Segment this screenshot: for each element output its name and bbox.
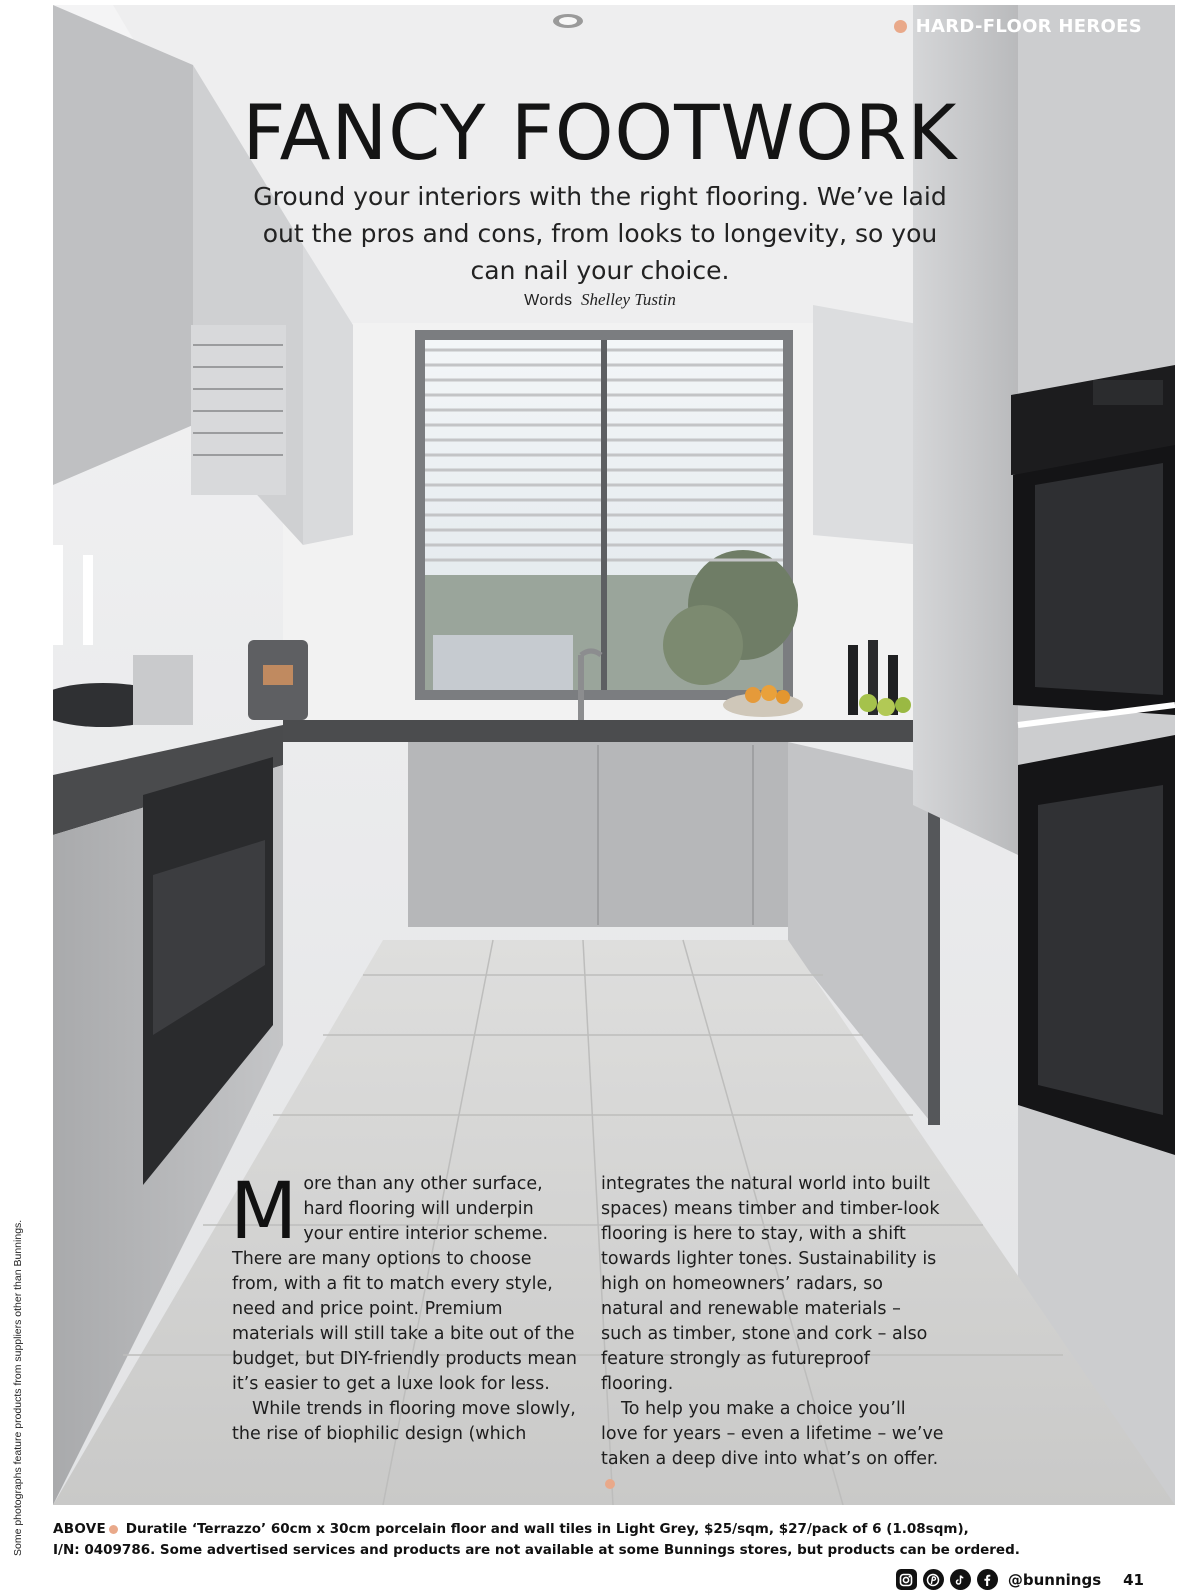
standfirst: Ground your interiors with the right flooring. We’ve laid out the pros and cons, from looks to longevity, so you can nail your choice. — [253, 182, 947, 285]
body-column-2 — [601, 1172, 946, 1497]
end-mark-icon — [605, 1479, 615, 1489]
closing-paragraph — [601, 1397, 946, 1497]
caption-product: Duratile ‘Terrazzo’ 60cm x 30cm porcelain — [125, 1521, 447, 1537]
byline-author: Shelley Tustin — [580, 290, 676, 309]
section-dot-icon — [894, 20, 907, 33]
drop-cap: M — [230, 1167, 298, 1257]
page-number: 41 — [1123, 1570, 1144, 1589]
paragraph-2: While trends in flooring move slowly, the rise of biophilic design (which — [232, 1399, 576, 1444]
tiktok-icon[interactable] — [950, 1569, 971, 1590]
closing-text: To help you make a choice you’ll love for years – even a lifetime – we’ve taken a deep dive into what’s on offer. — [601, 1399, 944, 1469]
byline-label: Words — [524, 292, 573, 309]
side-note-text: Some photographs feature products from suppliers other than Bunnings. — [12, 1219, 24, 1556]
section-tag — [894, 16, 1142, 37]
caption-price: in Light Grey, $25/sqm, $27/pack of 6 (1.08sqm), — [596, 1521, 969, 1537]
instagram-icon[interactable] — [896, 1569, 917, 1590]
paragraph-2-continued: integrates the natural world into built spaces) means timber and timber-look flooring is here to stay, with a shift towards lighter tones. Sustainability is high on homeowners’ radars, so natural and renewable materials – such as timber, stone and cork – also feature strongly as futureproof flooring. — [601, 1174, 940, 1394]
pinterest-icon[interactable] — [923, 1569, 944, 1590]
caption-highlight: floor and wall tiles — [450, 1521, 593, 1537]
caption-dot-icon — [109, 1525, 118, 1534]
social-handle[interactable]: @bunnings — [1007, 1570, 1102, 1589]
section-tag-label: HARD-FLOOR HEROES — [915, 16, 1142, 37]
byline — [0, 290, 1200, 310]
intro-paragraph — [230, 1167, 577, 1397]
intro-text: ore than any other surface, hard flooring will underpin your entire interior scheme. There are many options to choose from, with a fit to match every style, need and price point. Premium materials will still take a bite out of the budget, but DIY-friendly products mean it’s easier to get a luxe look for less. — [232, 1174, 577, 1394]
photo-caption — [53, 1519, 1143, 1561]
footer — [896, 1569, 1144, 1590]
headline: FANCY FOOTWORK — [242, 88, 958, 177]
body-column-1 — [230, 1167, 577, 1447]
caption-disclaimer: I/N: 0409786. Some advertised services and products are not available at some Bunnings stores, but products can be ordered. — [53, 1542, 1020, 1558]
caption-label: ABOVE — [53, 1521, 107, 1537]
side-note — [0, 1176, 24, 1556]
facebook-icon[interactable] — [977, 1569, 998, 1590]
